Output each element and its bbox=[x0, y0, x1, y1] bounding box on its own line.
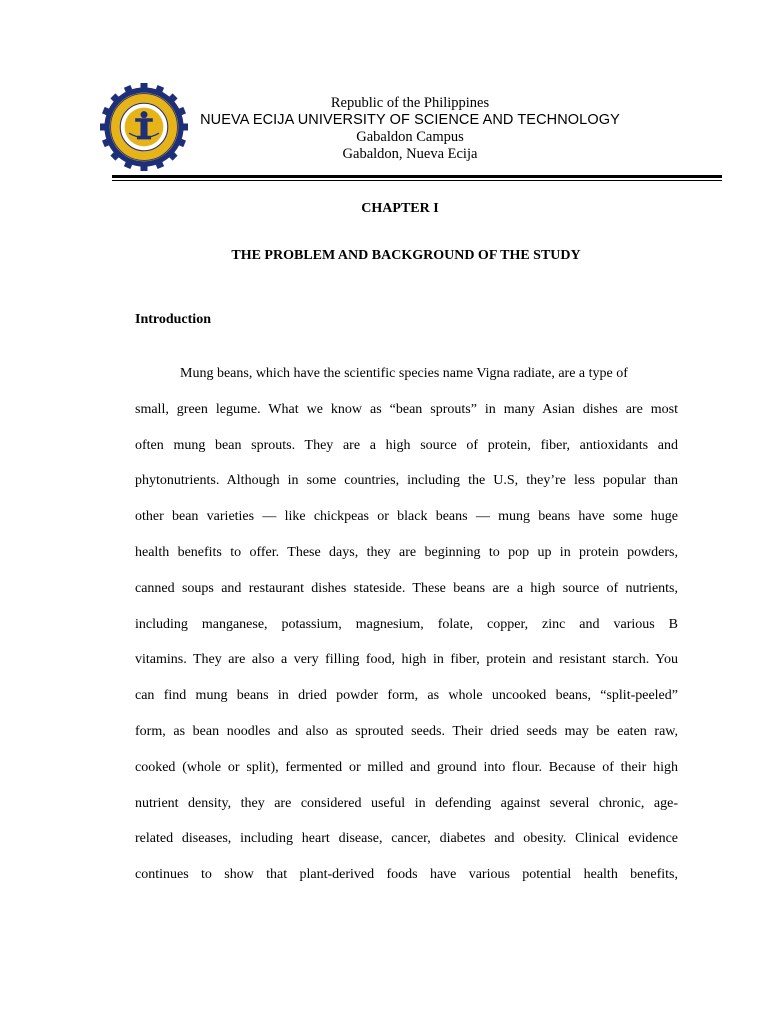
paragraph-line: vitamins. They are also a very filling food, high in fiber, protein and resistant starch. You bbox=[135, 652, 678, 668]
section-heading: Introduction bbox=[135, 312, 211, 327]
institution-header bbox=[150, 95, 670, 163]
paragraph-line: health benefits to offer. These days, they are beginning to pop up in protein powders, bbox=[135, 544, 678, 560]
header-divider-thick bbox=[112, 175, 722, 178]
paragraph-line: canned soups and restaurant dishes stateside. These beans are a high source of nutrients, bbox=[135, 580, 678, 596]
republic-line: Republic of the Philippines bbox=[330, 95, 490, 111]
chapter-title: THE PROBLEM AND BACKGROUND OF THE STUDY bbox=[231, 248, 581, 263]
paragraph-line: often mung bean sprouts. They are a high source of protein, fiber, antioxidants and bbox=[135, 437, 678, 453]
paragraph-line: including manganese, potassium, magnesium, folate, copper, zinc and various B bbox=[135, 616, 678, 632]
paragraph-line: Mung beans, which have the scientific species name Vigna radiate, are a type of bbox=[180, 366, 628, 381]
paragraph-line: continues to show that plant-derived foods have various potential health benefits, bbox=[135, 867, 678, 883]
paragraph-line: cooked (whole or split), fermented or milled and ground into flour. Because of their high bbox=[135, 759, 678, 775]
campus-location: Gabaldon, Nueva Ecija bbox=[342, 146, 478, 162]
paragraph-line: small, green legume. What we know as “bean sprouts” in many Asian dishes are most bbox=[135, 401, 678, 417]
paragraph-line: other bean varieties — like chickpeas or black beans — mung beans have some huge bbox=[135, 509, 678, 525]
campus-name: Gabaldon Campus bbox=[356, 129, 464, 145]
header-divider-thin bbox=[112, 180, 722, 181]
paragraph-line: phytonutrients. Although in some countries, including the U.S, they’re less popular than bbox=[135, 473, 678, 489]
introduction-paragraph bbox=[135, 356, 678, 893]
paragraph-line: related diseases, including heart disease, cancer, diabetes and obesity. Clinical evidence bbox=[135, 831, 678, 847]
university-name: NUEVA ECIJA UNIVERSITY OF SCIENCE AND TECHNOLOGY bbox=[200, 112, 620, 128]
paragraph-line: nutrient density, they are considered useful in defending against several chronic, age- bbox=[135, 795, 678, 811]
paragraph-line: can find mung beans in dried powder form, as whole uncooked beans, “split-peeled” bbox=[135, 688, 678, 704]
chapter-heading: CHAPTER I bbox=[361, 201, 439, 216]
paragraph-line: form, as bean noodles and also as sprouted seeds. Their dried seeds may be eaten raw, bbox=[135, 723, 678, 739]
